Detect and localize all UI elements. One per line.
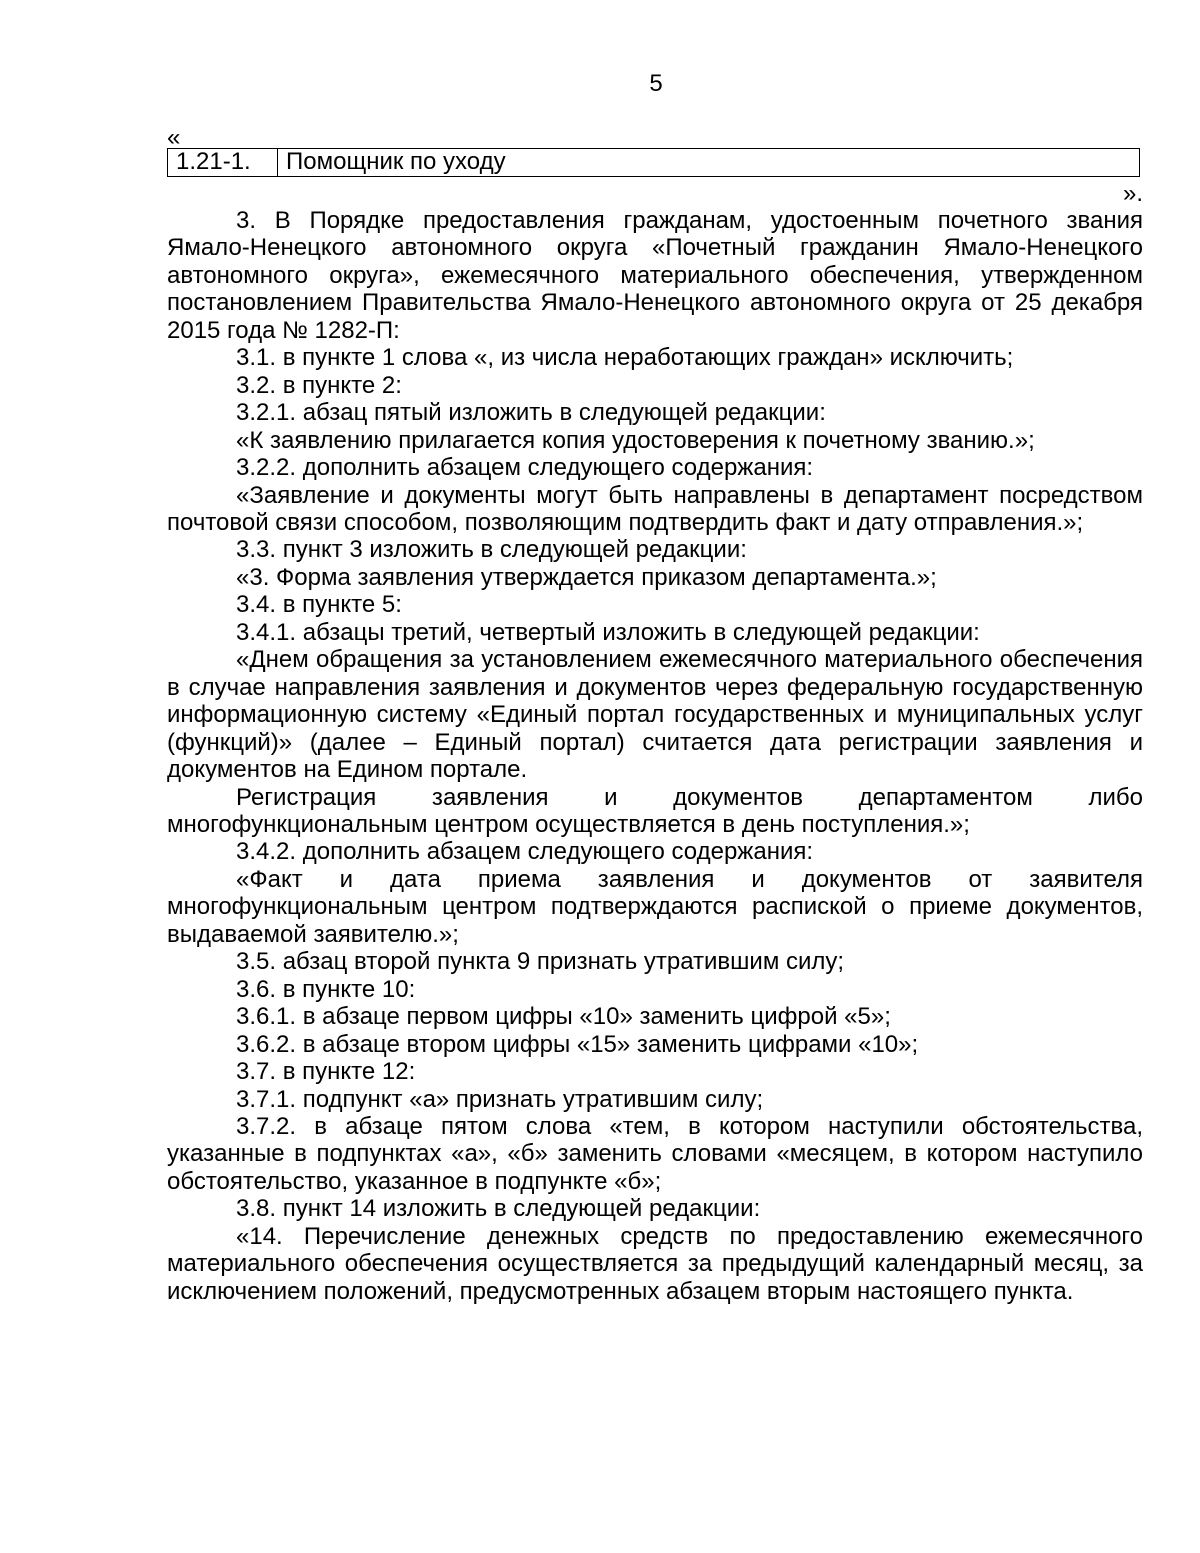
opening-quote-mark: « bbox=[167, 124, 181, 151]
paragraph: 3.6. в пункте 10: bbox=[236, 975, 416, 1003]
paragraph: «Факт и дата приема заявления и документов от заявителя многофункциональным центром подтверждаются распиской о приеме документов, выдаваемой заявителю.»; bbox=[167, 865, 1143, 948]
table-cell-number: 1.21-1. bbox=[168, 149, 278, 177]
paragraph: 3.5. абзац второй пункта 9 признать утратившим силу; bbox=[236, 948, 845, 976]
paragraph: «14. Перечисление денежных средств по предоставлению ежемесячного материального обеспечения осуществляется за предыдущий календарный месяц, за исключением положений, предусмотренных абзацем вторым настоящего пункта. bbox=[167, 1222, 1143, 1305]
page-number: 5 bbox=[649, 70, 663, 97]
paragraph: 3.2. в пункте 2: bbox=[236, 371, 402, 399]
paragraph: 3. В Порядке предоставления гражданам, удостоенным почетного звания Ямало-Ненецкого автономного округа «Почетный гражданин Ямало-Ненецкого автономного округа», ежемесячного материального обеспечения, утвержденном постановлением Правительства Ямало-Ненецкого автономного округа от 25 декабря 2015 года № 1282-П: bbox=[167, 207, 1143, 344]
paragraph: 3.8. пункт 14 изложить в следующей редакции: bbox=[236, 1195, 761, 1223]
paragraph: 3.4.1. абзацы третий, четвертый изложить в следующей редакции: bbox=[236, 618, 980, 646]
closing-quote-mark: ». bbox=[1122, 180, 1143, 207]
paragraph: «3. Форма заявления утверждается приказом департамента.»; bbox=[236, 563, 937, 591]
paragraph: 3.7. в пункте 12: bbox=[236, 1058, 416, 1086]
paragraph: «Днем обращения за установлением ежемесячного материального обеспечения в случае направления заявления и документов через федеральную государственную информационную систему «Единый портал государственных и муниципальных услуг (функций)» (далее – Единый портал) считается дата регистрации заявления и документов на Едином портале. bbox=[167, 646, 1143, 784]
paragraph: 3.2.2. дополнить абзацем следующего содержания: bbox=[236, 454, 814, 482]
document-body bbox=[167, 207, 1143, 1305]
amendment-table bbox=[167, 148, 1140, 177]
paragraph: «К заявлению прилагается копия удостоверения к почетному званию.»; bbox=[236, 426, 1035, 454]
paragraph: 3.7.1. подпункт «а» признать утратившим силу; bbox=[236, 1085, 764, 1113]
paragraph: 3.4. в пункте 5: bbox=[236, 591, 402, 619]
table-row bbox=[168, 149, 1140, 177]
paragraph: Регистрация заявления и документов департаментом либо многофункциональным центром осуществляется в день поступления.»; bbox=[167, 783, 1143, 838]
paragraph: 3.6.2. в абзаце втором цифры «15» заменить цифрами «10»; bbox=[236, 1030, 919, 1058]
paragraph: 3.4.2. дополнить абзацем следующего содержания: bbox=[236, 838, 814, 866]
paragraph: 3.2.1. абзац пятый изложить в следующей редакции: bbox=[236, 399, 826, 427]
paragraph: «Заявление и документы могут быть направлены в департамент посредством почтовой связи способом, позволяющим подтвердить факт и дату отправления.»; bbox=[167, 481, 1143, 536]
paragraph: 3.1. в пункте 1 слова «, из числа неработающих граждан» исключить; bbox=[236, 344, 1014, 372]
table-cell-text: Помощник по уходу bbox=[278, 149, 1140, 177]
paragraph: 3.6.1. в абзаце первом цифры «10» заменить цифрой «5»; bbox=[236, 1003, 891, 1031]
paragraph: 3.7.2. в абзаце пятом слова «тем, в котором наступили обстоятельства, указанные в подпунктах «а», «б» заменить словами «месяцем, в котором наступило обстоятельство, указанное в подпункте «б»; bbox=[167, 1112, 1143, 1195]
paragraph: 3.3. пункт 3 изложить в следующей редакции: bbox=[236, 536, 747, 564]
